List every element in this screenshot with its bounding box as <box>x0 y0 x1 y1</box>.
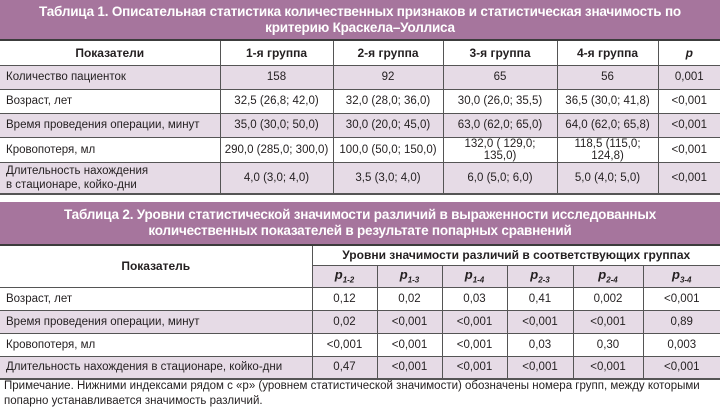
cell-group3: 132,0 ( 129,0; 135,0) <box>443 137 557 162</box>
header-indicator: Показатель <box>0 246 312 287</box>
row-label: Возраст, лет <box>0 287 312 310</box>
header-significance-levels: Уровни значимости различий в соответствующих группах <box>312 246 720 265</box>
cell-group3: 63,0 (62,0; 65,0) <box>443 113 557 137</box>
cell-p-1-4: 0,03 <box>442 287 507 310</box>
cell-p-2-4: 0,30 <box>573 333 643 356</box>
cell-p-2-3: 0,03 <box>507 333 573 356</box>
cell-group2: 92 <box>333 65 443 89</box>
cell-p-1-3: 0,02 <box>377 287 442 310</box>
table1-header-row <box>0 41 720 65</box>
cell-p-1-2: 0,02 <box>312 310 377 333</box>
table1-title <box>0 0 720 41</box>
table-row <box>0 89 720 113</box>
header-p-2-4: $p_{2-4}$ <box>573 265 643 287</box>
table-row <box>0 162 720 194</box>
cell-p-3-4: <0,001 <box>643 356 720 379</box>
header-p-1-4: $p_{1-4}$ <box>442 265 507 287</box>
header-p-1-2: $p_{1-2}$ <box>312 265 377 287</box>
cell-group4: 118,5 (115,0; 124,8) <box>557 137 658 162</box>
row-label: Время проведения операции, минут <box>0 310 312 333</box>
cell-p-1-2: 0,12 <box>312 287 377 310</box>
table1 <box>0 41 720 195</box>
cell-group1: 4,0 (3,0; 4,0) <box>220 162 333 194</box>
header-group4: 4-я группа <box>557 41 658 65</box>
table-row <box>0 310 720 333</box>
cell-p-1-2: 0,47 <box>312 356 377 379</box>
footnote-line2: попарно устанавливается значимость различий. <box>4 395 263 407</box>
row-label: Кровопотеря, мл <box>0 333 312 356</box>
cell-group1: 35,0 (30,0; 50,0) <box>220 113 333 137</box>
cell-p-1-3: <0,001 <box>377 356 442 379</box>
table-row <box>0 137 720 162</box>
row-label: Длительность нахождения в стационаре, койко-дни <box>0 356 312 379</box>
header-group2: 2-я группа <box>333 41 443 65</box>
row-label-line2: в стационаре, койко-дни <box>6 178 137 191</box>
cell-p: 0,001 <box>658 65 720 89</box>
cell-group2: 3,5 (3,0; 4,0) <box>333 162 443 194</box>
cell-p: <0,001 <box>658 89 720 113</box>
header-indicators: Показатели <box>0 41 220 65</box>
cell-group1: 158 <box>220 65 333 89</box>
table2-title-line1: Таблица 2. Уровни статистической значимости различий в выраженности исследованных <box>63 207 657 222</box>
header-p-3-4: $p_{3-4}$ <box>643 265 720 287</box>
cell-group3: 65 <box>443 65 557 89</box>
cell-p: <0,001 <box>658 113 720 137</box>
header-p: p <box>658 41 720 65</box>
cell-p-1-3: <0,001 <box>377 310 442 333</box>
cell-p-2-3: 0,41 <box>507 287 573 310</box>
cell-p-2-4: <0,001 <box>573 356 643 379</box>
cell-p-2-3: <0,001 <box>507 356 573 379</box>
header-p-2-3: $p_{2-3}$ <box>507 265 573 287</box>
cell-p-2-3: <0,001 <box>507 310 573 333</box>
table-row <box>0 356 720 379</box>
cell-group1: 290,0 (285,0; 300,0) <box>220 137 333 162</box>
table2-title <box>0 202 720 246</box>
table-row <box>0 65 720 89</box>
cell-p-3-4: <0,001 <box>643 287 720 310</box>
row-label: Время проведения операции, минут <box>0 113 220 137</box>
cell-group4: 56 <box>557 65 658 89</box>
cell-group4: 36,5 (30,0; 41,8) <box>557 89 658 113</box>
table-row <box>0 287 720 310</box>
cell-group2: 100,0 (50,0; 150,0) <box>333 137 443 162</box>
cell-p-3-4: 0,003 <box>643 333 720 356</box>
cell-group2: 30,0 (20,0; 45,0) <box>333 113 443 137</box>
cell-p-2-4: 0,002 <box>573 287 643 310</box>
cell-group4: 64,0 (62,0; 65,8) <box>557 113 658 137</box>
cell-group2: 32,0 (28,0; 36,0) <box>333 89 443 113</box>
table1-title-line2: критерию Краскела–Уоллиса <box>265 19 455 35</box>
header-group3: 3-я группа <box>443 41 557 65</box>
table2-header-row <box>0 246 720 265</box>
row-label <box>0 162 220 194</box>
row-label-line1: Длительность нахождения <box>6 164 149 177</box>
table2-title-line2: количественных показателей в результате попарных сравнений <box>148 223 572 238</box>
row-label: Кровопотеря, мл <box>0 137 220 162</box>
table-row <box>0 113 720 137</box>
header-group1: 1-я группа <box>220 41 333 65</box>
footnote <box>4 379 716 409</box>
cell-p-1-4: <0,001 <box>442 356 507 379</box>
cell-group4: 5,0 (4,0; 5,0) <box>557 162 658 194</box>
cell-group3: 6,0 (5,0; 6,0) <box>443 162 557 194</box>
table-row <box>0 333 720 356</box>
header-p-1-3: $p_{1-3}$ <box>377 265 442 287</box>
cell-p-1-4: <0,001 <box>442 310 507 333</box>
cell-group3: 30,0 (26,0; 35,5) <box>443 89 557 113</box>
footnote-line1: Примечание. Нижними индексами рядом с «p» (уровнем статистической значимости) обозначены номера групп, между которыми <box>4 380 700 392</box>
cell-p-1-2: <0,001 <box>312 333 377 356</box>
cell-p-2-4: <0,001 <box>573 310 643 333</box>
cell-group1: 32,5 (26,8; 42,0) <box>220 89 333 113</box>
row-label: Возраст, лет <box>0 89 220 113</box>
cell-p: <0,001 <box>658 162 720 194</box>
table2 <box>0 246 720 380</box>
cell-p: <0,001 <box>658 137 720 162</box>
cell-p-1-4: <0,001 <box>442 333 507 356</box>
table1-title-line1: Таблица 1. Описательная статистика количественных признаков и статистическая значимость по <box>39 3 681 19</box>
row-label: Количество пациенток <box>0 65 220 89</box>
cell-p-1-3: <0,001 <box>377 333 442 356</box>
cell-p-3-4: 0,89 <box>643 310 720 333</box>
